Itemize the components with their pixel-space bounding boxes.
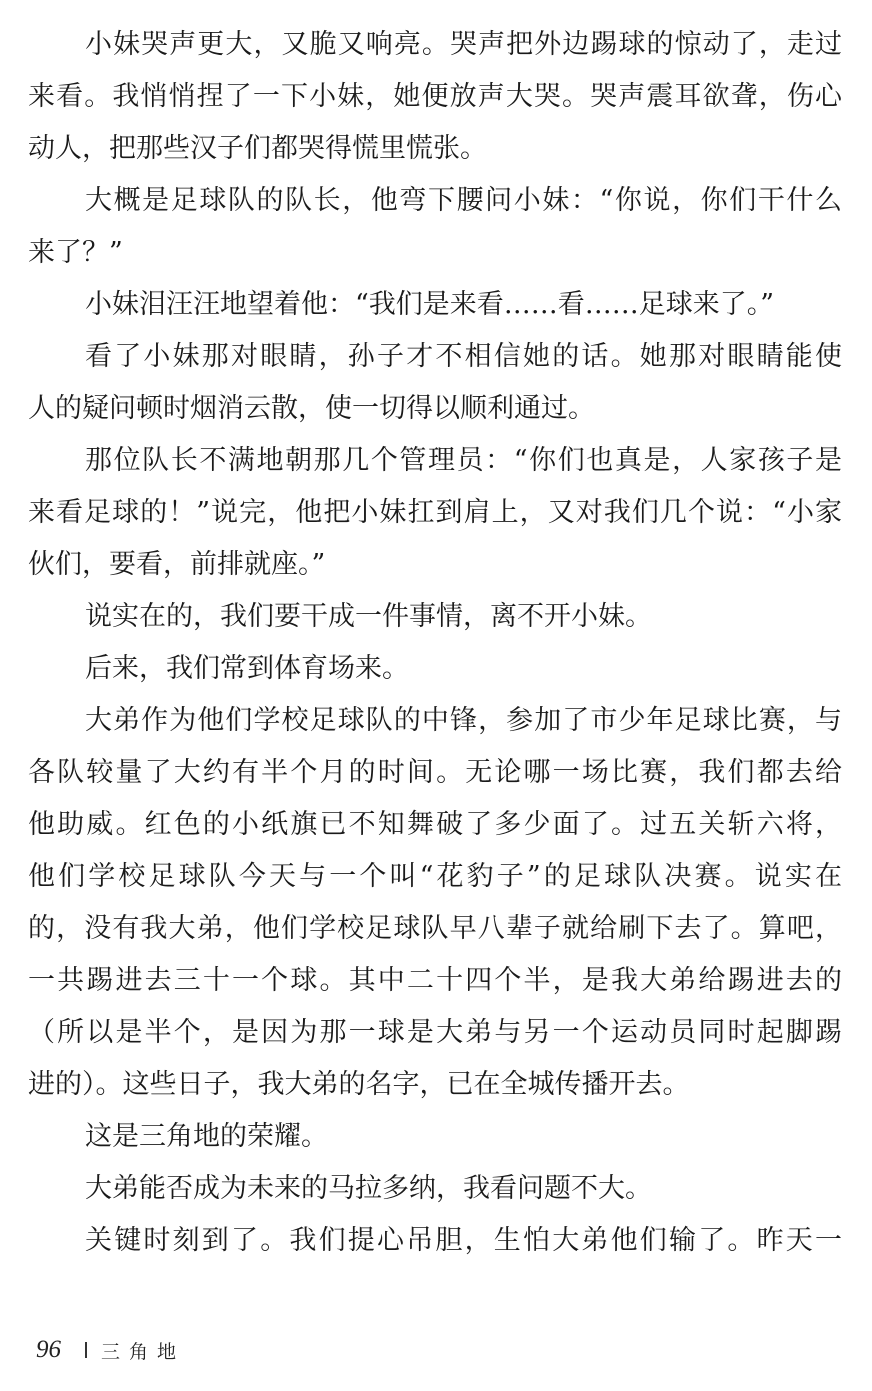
text-line: 那位队长不满地朝那几个管理员：“你们也真是，人家孩子是 bbox=[85, 445, 842, 476]
book-title: 三角地 bbox=[101, 1340, 186, 1363]
text-line: 来看足球的！”说完，他把小妹扛到肩上，又对我们几个说：“小家 bbox=[28, 497, 842, 528]
text-line: （所以是半个，是因为那一球是大弟与另一个运动员同时起脚踢 bbox=[28, 1017, 842, 1048]
text-line: 一共踢进去三十一个球。其中二十四个半，是我大弟给踢进去的 bbox=[28, 965, 842, 996]
page-footer bbox=[36, 1335, 185, 1365]
text-line: 来看。我悄悄捏了一下小妹，她便放声大哭。哭声震耳欲聋，伤心 bbox=[28, 81, 842, 112]
text-line: 小妹泪汪汪地望着他：“我们是来看……看……足球来了。” bbox=[85, 289, 775, 320]
text-line: 看了小妹那对眼睛，孙子才不相信她的话。她那对眼睛能使 bbox=[85, 341, 842, 372]
text-line: 大弟作为他们学校足球队的中锋，参加了市少年足球比赛，与 bbox=[85, 705, 842, 736]
text-line: 动人，把那些汉子们都哭得慌里慌张。 bbox=[28, 133, 487, 164]
text-line: 大概是足球队的队长，他弯下腰问小妹：“你说，你们干什么 bbox=[85, 185, 842, 216]
text-line: 他助威。红色的小纸旗已不知舞破了多少面了。过五关斩六将， bbox=[28, 809, 842, 840]
text-line: 关键时刻到了。我们提心吊胆，生怕大弟他们输了。昨天一 bbox=[85, 1225, 842, 1256]
text-line: 的，没有我大弟，他们学校足球队早八辈子就给刷下去了。算吧， bbox=[28, 913, 842, 944]
page-body bbox=[28, 19, 842, 1267]
text-line: 说实在的，我们要干成一件事情，离不开小妹。 bbox=[85, 601, 652, 632]
text-line: 他们学校足球队今天与一个叫“花豹子”的足球队决赛。说实在 bbox=[28, 861, 842, 892]
text-line: 进的）。这些日子，我大弟的名字，已在全城传播开去。 bbox=[28, 1069, 690, 1100]
text-line: 后来，我们常到体育场来。 bbox=[85, 653, 409, 684]
text-line: 伙们，要看，前排就座。” bbox=[28, 549, 326, 580]
page-number: 96 bbox=[36, 1336, 61, 1363]
text-line: 各队较量了大约有半个月的时间。无论哪一场比赛，我们都去给 bbox=[28, 757, 842, 788]
text-line: 大弟能否成为未来的马拉多纳，我看问题不大。 bbox=[85, 1173, 652, 1204]
text-line: 小妹哭声更大，又脆又响亮。哭声把外边踢球的惊动了，走过 bbox=[85, 29, 842, 60]
text-line: 来了？” bbox=[28, 237, 123, 268]
footer-separator bbox=[85, 1342, 87, 1358]
text-line: 人的疑问顿时烟消云散，使一切得以顺利通过。 bbox=[28, 393, 595, 424]
text-line: 这是三角地的荣耀。 bbox=[85, 1121, 328, 1152]
